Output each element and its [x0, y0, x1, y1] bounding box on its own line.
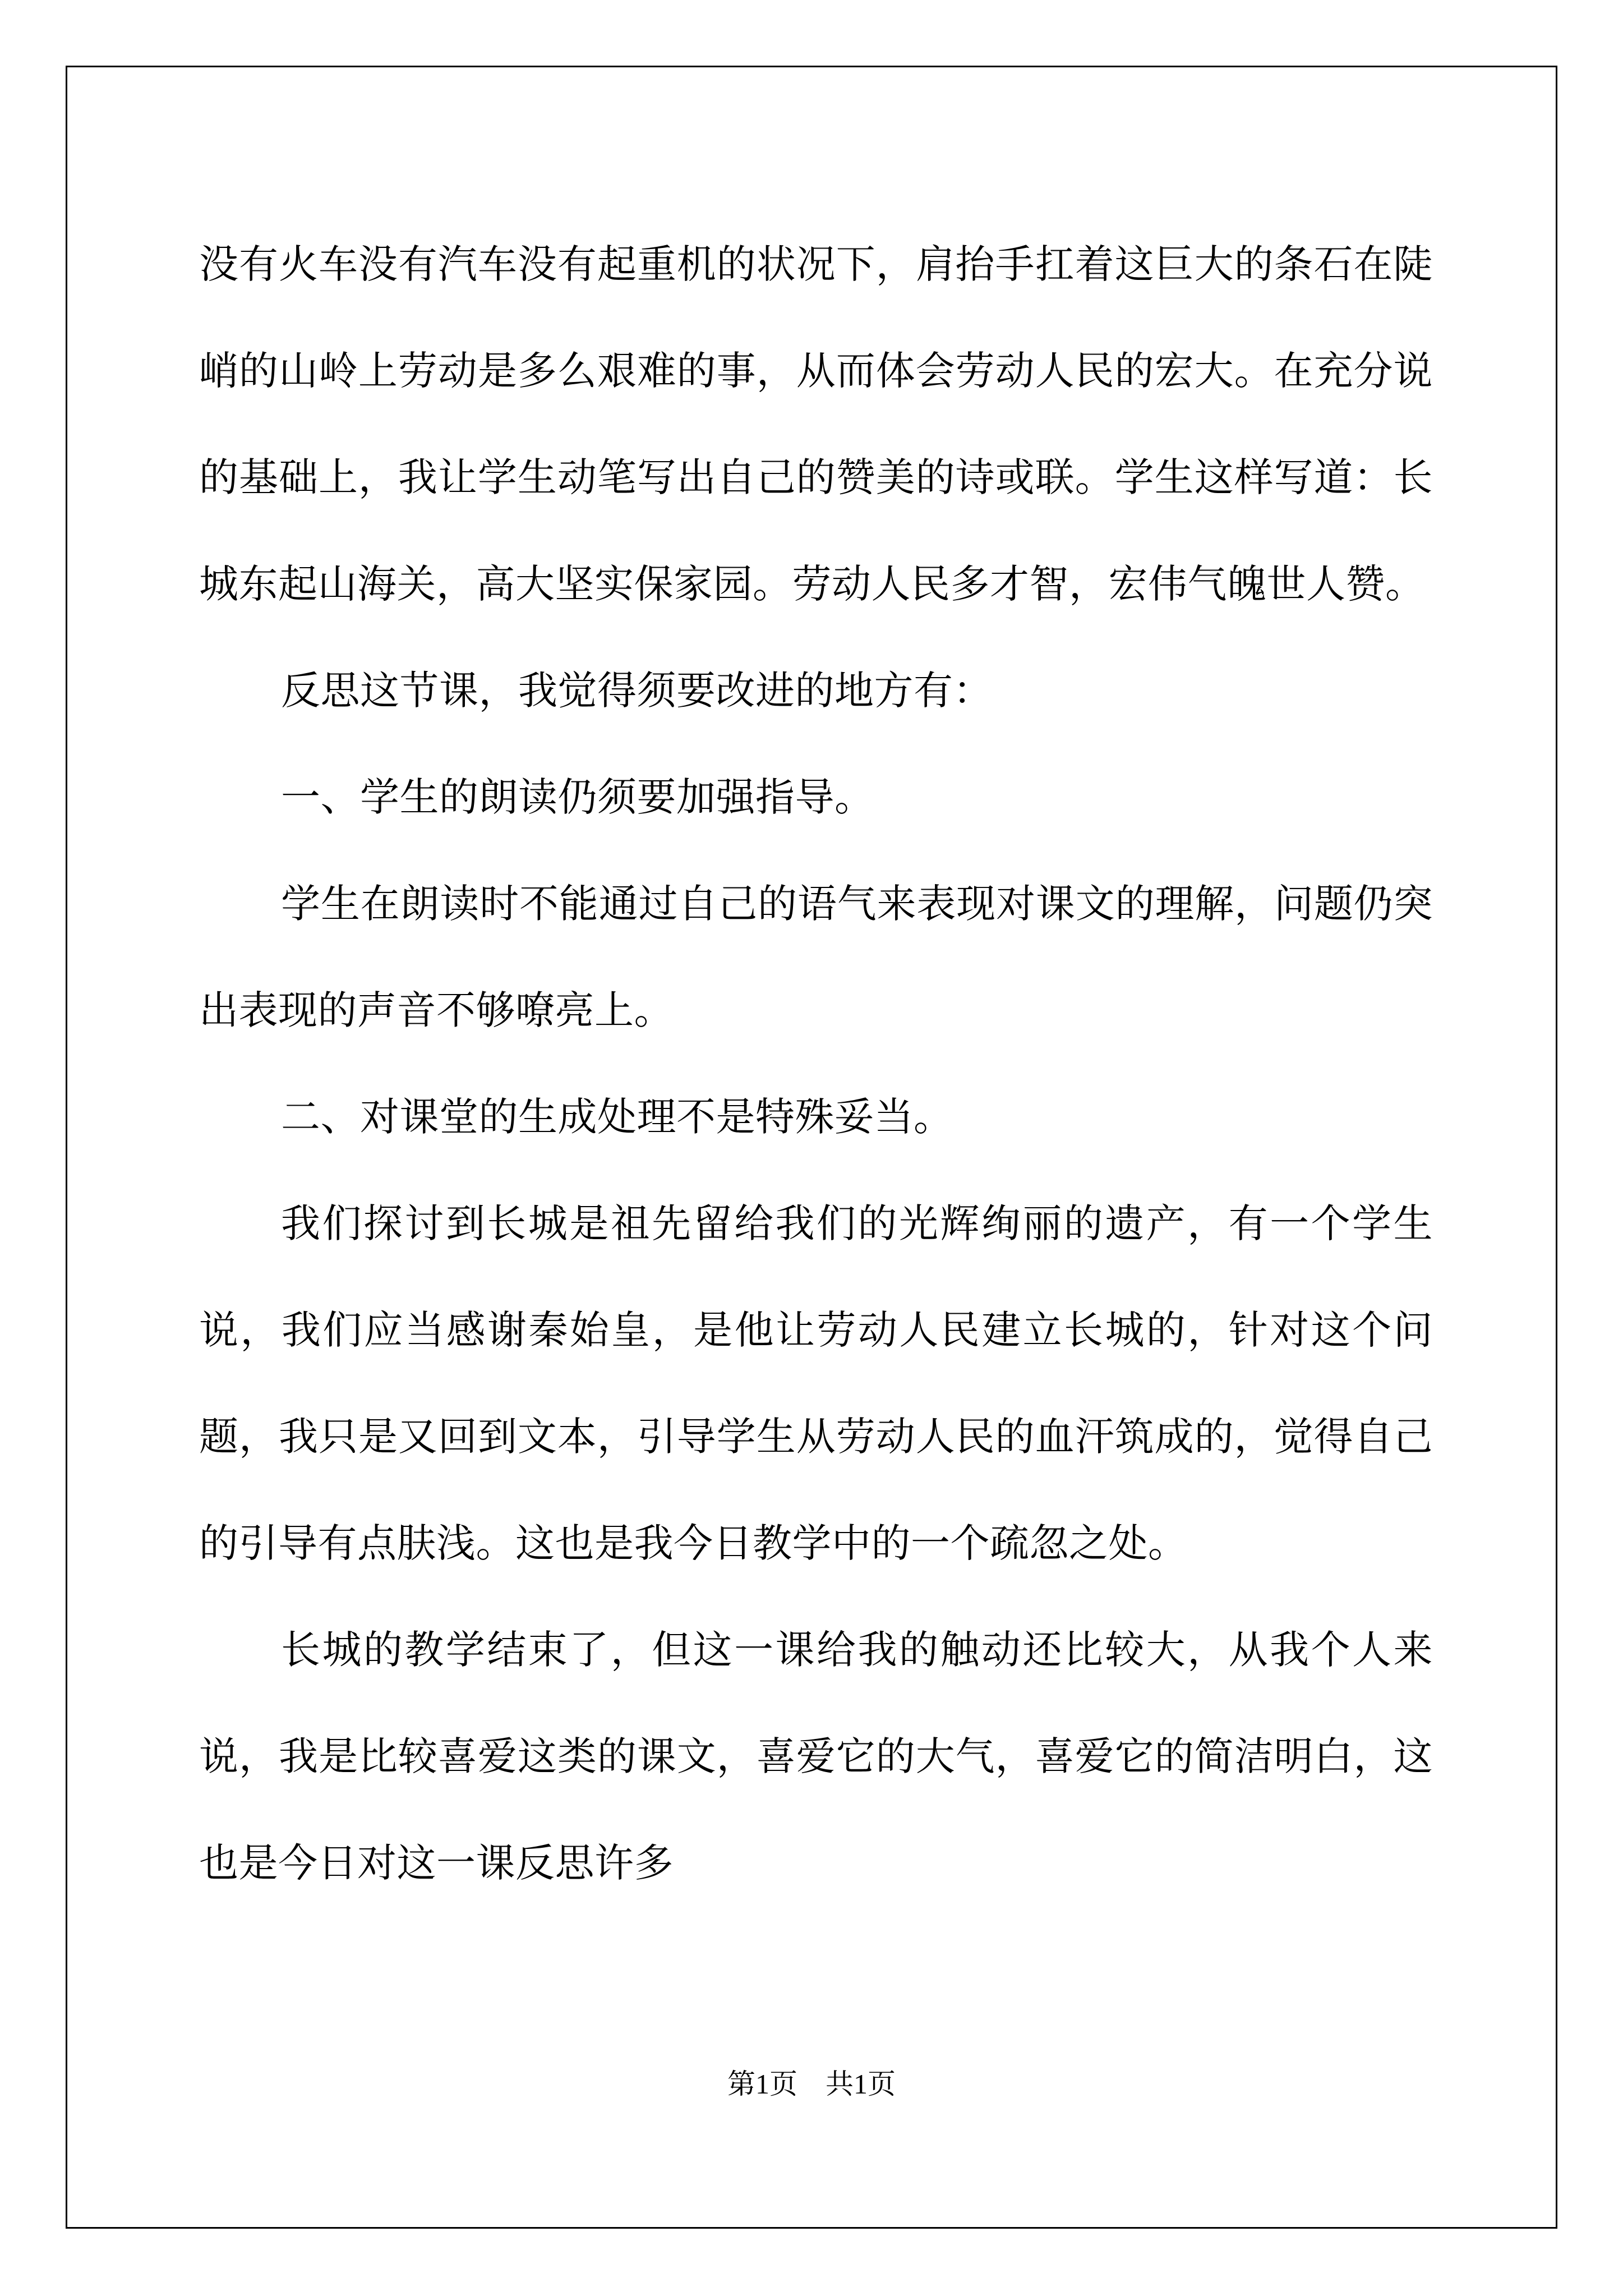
paragraph-6: 我们探讨到长城是祖先留给我们的光辉绚丽的遗产，有一个学生说，我们应当感谢秦始皇，是他让劳动人民建立长城的，针对这个问题，我只是又回到文本，引导学生从劳动人民的血汗筑成的，觉得自己的引导有点肤浅。这也是我今日教学中的一个疏忽之处。 — [199, 1200, 1433, 1566]
page-number: 第1页 — [727, 2068, 797, 2100]
paragraph-7: 长城的教学结束了，但这一课给我的触动还比较大，从我个人来说，我是比较喜爱这类的课文，喜爱它的大气，喜爱它的简洁明白，这也是今日对这一课反思许多 — [199, 1627, 1433, 1886]
paragraph-4: 学生在朗读时不能通过自己的语气来表现对课文的理解，问题仍突出表现的声音不够嘹亮上。 — [199, 881, 1433, 1033]
paragraph-2: 反思这节课，我觉得须要改进的地方有： — [281, 668, 993, 714]
paragraph-3: 一、学生的朗读仍须要加强指导。 — [281, 774, 874, 820]
paragraph-5: 二、对课堂的生成处理不是特殊妥当。 — [281, 1094, 953, 1140]
page-footer — [0, 2067, 1623, 2101]
paragraph-1: 没有火车没有汽车没有起重机的状况下，肩抬手扛着这巨大的条石在陡峭的山岭上劳动是多么艰难的事，从而体会劳动人民的宏大。在充分说的基础上，我让学生动笔写出自己的赞美的诗或联。学生这样写道：长城东起山海关，高大坚实保家园。劳动人民多才智，宏伟气魄世人赞。 — [199, 241, 1433, 607]
page-total: 共1页 — [826, 2068, 896, 2100]
document-body — [199, 211, 1433, 1916]
